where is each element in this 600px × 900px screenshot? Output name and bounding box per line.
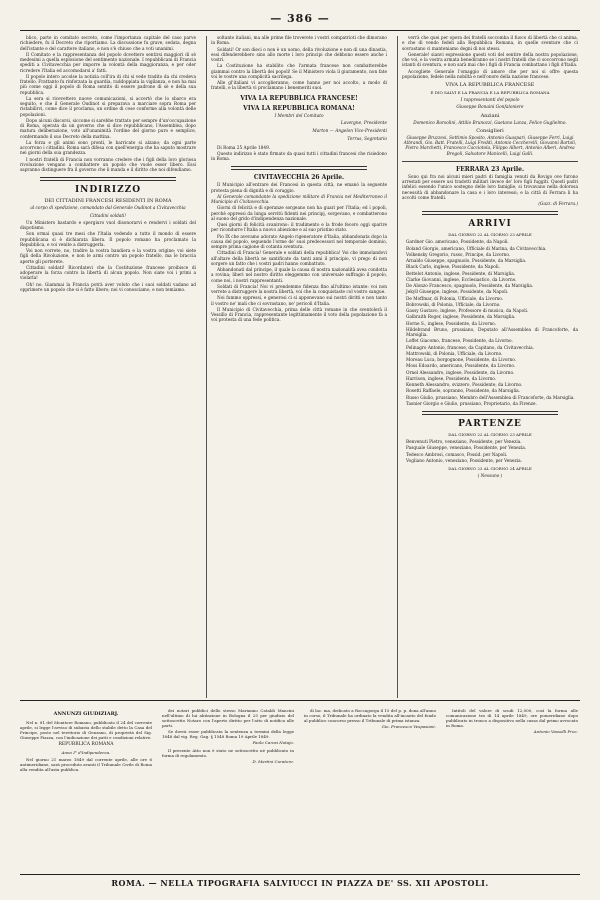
section-subtitle: DAL GIORNO 23 AL GIORNO 24 APRILE [448,466,532,471]
dateline: Di Roma 25 Aprile 1849. [217,145,271,151]
section-title: CIVITAVECCHIA 26 Aprile. [253,174,345,182]
section-subtitle: DAL GIORNO 22 AL GIORNO 23 APRILE [448,432,532,437]
paragraph: Il Comitato e la rappresentanza del popolo dovettero sentirsi maggiori di sè medesimi a quella esplosione del sentimento nazionale. I repubblicani di Francia spediti a Civitavecchia per imporre la volontà della maggioranza, e per oder ricredere l'Italia ed accomodarsi a' fatti. [20,52,196,74]
list-item: Jekyll Giuseppe, inglese, Possidente, da Napoli. [406,290,509,296]
list-item: Clarke Giovanni, inglese, Ecclesiastico, da Livorno. [406,277,517,283]
signature: Terrus, Segretario [347,137,387,143]
arrivals-list [402,240,578,407]
group-title: Consiglieri [476,127,504,134]
list-item: Boland Giorgio, americano, Ufficiale di Marina, da Civitavecchia. [406,246,547,252]
list-item: Horne S., inglese, Possidente, da Livorno. [406,321,497,327]
list-item: Galbraith Roger, inglese, Possidente, da Marsiglia. [406,315,516,321]
paragraph: La Costituzione ha stabilito che l'armata francese non combatterebbe giammai contro la libertà dei popoli! Se il Ministero viola il giuramento, non fate voi le vostre una complicità sacrilega. [211,64,387,80]
announcement-block [162,708,294,767]
page-number: — 386 — [270,12,330,25]
signature-list: Domenico Barsolini, Attilio Brunozzi, Gaetano Lanza, Felice Guglielmo. [413,120,567,126]
section-subtitle: Anno I° d'Indipendenza. [61,750,111,755]
paragraph: Voi non vorrete, no, tradire la vostra bandiera e la vostra origine; voi siete figli della Rivoluzione, e non le armi contro un popolo fratello, ma le braccia aperte gli porterete. [20,249,196,265]
column-2 [211,36,387,325]
page-header [20,12,580,28]
bottom-rule [20,700,580,701]
footer-rule [20,874,580,875]
paragraph: Cittadini soldati! Ricordatevi che la Costituzione francese proibisce di adoperare la forza contro la libertà di alcun popolo. Non siate voi i primi a violarla! [20,265,196,282]
announcement-block [20,708,152,773]
paragraph: dei notari pubblici dello stesso Marianno Cataldi Mancini nell'ultimo di lui abitazione in Bologna il 25 per giudizio del sottoscritto Notaro con l'aperto diritto per l'atto di notifica alle parti. [162,708,294,728]
section-title: FERRARA 23 Aprile. [455,165,525,173]
divider [402,161,578,162]
headline: VIVA LA REPUBBLICA ROMANA! [243,104,355,112]
paragraph: Noi fummo oppressi, e generosi ci si apponevano sui nostri diritti e non tanto il vostro ne' mali che ci sovrastano, ne' pericoli d'Italia. [211,296,387,307]
paragraph: Quei giorni di felicità svanirono: il tradimento e la frode fecero oggi sparire per ricondurre l'Italia a nuovo abiezione e al suo pristino stato. [211,223,387,234]
section-divider [231,166,367,170]
paragraph: I nostri fratelli di Francia non vorranno credere che i figli della loro gloriosa rivoluzione vengano a combattere un popolo che vuole esser libero. Essi sapranno distinguere fra il governo che li manda e il diritto che noi difendiamo. [20,157,196,173]
list-item: Volkensky Gregorio, russo, Principe, da Livorno. [406,252,511,258]
headline: E DIO SALVI E LA FRANCIA E LA REPUBBLICA ROMANA [430,90,550,95]
list-item: Gassy Gustavo, inglese, Professore di musica, da Napoli. [406,309,529,314]
list-item: Arnaldo Giuseppe, spagnuolo, Possidente, da Marsiglia. [406,259,527,264]
list-item: Hildebrand Bruno, prussiano, Deputato all'Assemblea di Francoforte, da Marsiglia. [406,327,578,338]
list-item: Rosetti Raffaele, sopranno, Possidente, da Marsiglia. [406,389,521,395]
section-subtitle: REPUBBLICA ROMANA [58,742,114,747]
no-entries: ( Nessuno ) [477,474,503,479]
list-item: Ornel Alessandro, inglese, Possidente, da Livorno. [406,370,515,376]
paragraph: Il popolo intero accolse la notizia coll'ira di chi si vede tradito da chi credeva fratello. Frattanto fu rinforzata la guardia, raddoppiata la vigilanza, e non ha mai più come oggi il popolo di Roma sentito di essere padrone di sè e della sua repubblica. [20,74,196,96]
paragraph: Abbandonati dal principe, il quale la causa di nostra nazionalità avea condotta a rovina; liberi nel nostro diritto eleggemmo con universale suffragio il popolo, come noi, i nostri rappresentanti. [211,268,387,284]
signature-title: I Membri del Comitato [274,113,324,119]
paragraph: Soldati di Francia! Noi vi prendemmo fidenza fino all'ultimo istante: voi non verrete a distruggere la nostra libertà, voi che la conquistaste col vostro sangue. [211,284,387,295]
signature: Paolo Carosi Notajo. [252,740,294,745]
paragraph: soltanto italiani, ma alle prime file troverete i vostri compatrioti che dimorano in Roma. [211,36,387,47]
section-subtitle: DEI CITTADINI FRANCESI RESIDENTI IN ROMA [44,198,172,205]
list-item: Moss Edoardo, americano, Possidente, da Livorno. [406,364,516,370]
list-item: Moreau Luca, borgognone, Possidente, da Livorno. [406,358,517,363]
paragraph: di lac. ma, dedicato a Roccagorga il 15 del p. p. dona all'anno in corso, il Tribunale ha ordinato la vendita all'incanto del fondo al pubblico concorso presso il Tribunale di prima istanza. [304,708,436,723]
list-item: Pasquale Giuseppe, veneziano, Possidente, per Venezia. [406,446,527,452]
paragraph: Generale! sianvi espressione questi voti del sentire della nostra popolazione, che voi, e la vostra armata benediranno se i nostri fratelli che ci soccorrono negli istanti di sventura, e non sarà mai che i figli di Francia combattano i figli d'Italia. [402,52,578,69]
paragraph: Dopo alcuni discorsi, siccome si sarebbe trattato per sempre d'un'occupazione di Roma, operata da un governo che si dice repubblicano, l'Assemblea, dopo matura deliberazione, votò all'unanimità l'ordine del giorno puro e semplice, confermando il suo Decreto della mattina. [20,118,196,140]
paragraph: Nel giorno 21 marzo 1849 dal corrente aprile, alle ore 6 antimeridiane, sarà proceduto avanti il Tribunale Civile di Roma alla vendita all'asta pubblica. [20,757,152,772]
paragraph: Oh! no. Giammai la Francia potrà aver voluto che i suoi soldati vadano ad opprimere un popolo che si è fatto libero; noi vi conosciamo, e non temiamo. [20,282,196,293]
section-title: ARRIVI [468,219,512,230]
section-title: ANNUNZI GIUDIZIARJ. [53,711,119,717]
paragraph: Sono qui fra noi alcuni mieri padri di famiglia venuti da Rovigo ove furono arrestati per essere usi tradotti militari invece de' loro figli fuggiti. Questi padri infelici essendo l'unico sostegno delle loro famiglie, si trovavano nella dolorosa necessità di abbandonare la casa e i loro interessi; e la città di Ferrara li ha accolti come fratelli. [402,174,578,201]
list-item: Gardner Gio. americano, Possidente, da Napoli. [406,240,509,246]
signature: Giuseppe Bonaini Gonfaloniere [456,105,524,111]
section-divider [422,411,558,415]
list-item: Pelinagro Antonio, francese, da Capitano, da Civitavecchia. [406,345,535,351]
announcement-block [446,708,578,737]
announcement-block [304,708,436,732]
paragraph: Giorni di felicità e di speranze sorgeano non ha guari per l'Italia; ed i popoli, perchè oppressi da lunga servitù fidenti nei principj, sorgevano, e combatterono al suono del grido d'indipendenza nazionale. [211,206,387,222]
column-3 [402,36,578,481]
paragraph: Son ormai quasi tre mesi che l'Italia vedendo a tutto il mondo di essere repubblicana si è dichiarata libera. Il popolo romano ha proclamato la Repubblica, e voi venite a distruggerla. [20,232,196,248]
imprint-footer: ROMA. — NELLA TIPOGRAFIA SALVIUCCI IN PIAZZA DE' SS. XII APOSTOLI. [111,878,489,888]
list-item: De Alonzo Francesco, spagnuolo, Possidente, da Marsiglia. [406,284,534,289]
paragraph: Accogliete Generale l'omaggio di amore che per noi si offre questa popolazione, fedele nella nobiltà e nell'onore della nazione francese. [402,69,578,80]
paragraph: Un Ministero bastardo e spergiuro vuol disonorarvi e rendervi i soldati del dispotismo. [20,220,196,231]
signature: Gio. Francesco Vespasiani. [381,724,436,729]
list-item: Tedesco Ambrosi, comasco, Possid. per Napoli. [406,452,508,458]
paragraph: Intitoli del valore di scudi 12,000, così la forma alle comunicazione tra di 14 aprile 1849, ore pomeridiane dopo pubblicato in tronco a dispositivo nella cassa dal primo avvocato in Roma. [446,708,578,728]
section-subtitle: al corpo di spedizione, comandato dal Generale Oudinot a Civitavecchia [30,206,186,212]
group-title: Anziani [480,112,500,119]
paragraph: Al Generale comandante la spedizione militare di Francia nel Mediterraneo il Municipio di Civitavecchia. [211,194,387,205]
paragraph: Alle gl'italiani vi accoglieranno, come hanno per noi accolto, a modo di fratelli, e la libertà vi proclamano i benemeriti suoi. [211,81,387,92]
section-divider [40,177,176,181]
departures-list [402,440,578,464]
newspaper-page [20,12,580,892]
section-title: PARTENZE [458,419,522,429]
signature-title: I rappresentanti del popolo [460,98,520,103]
section-divider [422,211,558,215]
signature: Antonio Vassolli Proc. [533,729,578,734]
paragraph: Il Municipio all'entrare dei Francesi in questa città, ne emanò la seguente protesta piena di dignità e di coraggio. [211,183,387,194]
column-divider [206,36,207,698]
header-rule [20,30,580,31]
list-item: Russo Giulio, prussiano, Membro dell'Assemblea di Francoforte, da Marsiglia. [406,395,575,401]
signature: D. Martini Curatore. [252,759,294,764]
paragraph: blico, parte in comitato secreto, come l'importanza capitale del caso parve richiedere, fu il Decreto che riportiamo. La discussione fu grave, sedata, degna dell'istante e del carattere italiano, e non s'è chiuso che a voti unanimi. [20,36,196,52]
list-item: Black Carlo, inglese, Possidente, da Napoli. [406,265,500,271]
source-credit: (Gazz. di Ferrara.) [538,202,578,207]
column-divider [397,36,398,698]
list-item: Kenneth Alessandro, svizzero, Possidente, da Livorno. [406,383,523,388]
paragraph: La sera si ricevettero nuove comunicazioni, si accertò che lo sbarco era seguito, e che il Generale Oudinot si preparava a marciare sopra Roma per ristabilirvi, come dice il proclama, un ordine di cose conforme alla volontà delle popolazioni. [20,96,196,118]
paragraph: Cittadini di Francia! Generale e soldati della repubblica! Voi che immolandovi all'altare della libertà ne santificate da tanti anni il principio, vi prego di non sorgere un fatto che i vostri padri hanno combattuto. [211,251,387,267]
paragraph: Il presente Atto non è stato ne sottoscritto né pubblicato in forma di regolamento. [162,748,294,758]
list-item: Tasnier Giorgio e Giulio, prussiano, Proprietario, da Firenze. [406,401,537,407]
paragraph: Il Municipio di Civitavecchia, prima delle città romane in che sventolerà il Vessillo di Francia, rappresentante legittimamente il voto della popolazione fa a voi protesta di una fede politica. [211,307,387,324]
greeting: Cittadini soldati! [89,213,127,219]
section-subtitle: DAL GIORNO 22 AL GIORNO 23 APRILE [448,232,532,238]
paragraph: Se dovrà esser pubblicata la sentenza a termini della legge 1848 dal vig. Reg. Gag. § 1548 Roma 19 Aprile 1849. [162,729,294,739]
list-item: Loffet Giacomo, francese, Possidente, da Livorno. [406,339,513,345]
headline: VIVA LA REPUBBLICA FRANCESE! [240,94,358,102]
paragraph: Nel n. 81 del Monitore Romano, pubblicato il 24 del corrente aprile, si legge l'avviso di subasta dello stabile detto la Casa del Principe, posto nel territorio di Genzano, di proprietà del Sig. Giuseppe Piazza, con l'indicazione dei patti e condizioni relative. [20,720,152,740]
list-item: Harrison, inglese, Possidente, da Livorno. [406,376,497,382]
paragraph: La forza e gli animi sono pronti, le barricate si alzano; da ogni parte accorrono i cittadini. Roma sarà difesa con quell'energia che ha saputo mostrare nei giorni della sua grandezza. [20,140,196,157]
signature: Lavergne, Presidente [340,120,387,126]
signature-list: Giuseppe Bruzzesi, Settimio Sposito, Antonio Guaspari, Giuseppe Ferri, Luigi Albrandi, Gio. Batt. Fratelli, Luigi Freddi, Antonio Ceccherelli, Giovanni Bartoli, Pietro Marchetti, Francesco Cacciotola, Filippo Albert, Antonio Alberi, Andrea Bregoli, Salvatore Manicelli, Luigi Galli. [403,135,577,157]
column-1 [20,36,196,294]
signature: Marton — Angelon Vice-Presidenti [312,129,387,134]
list-item: Bobrowski, di Polonia, Ufficiale, da Livorno. [406,302,501,308]
paragraph: Questo indirizzo è stato firmato da quasi tutti i cittadini francesi che risiedono in Roma. [211,151,387,162]
list-item: Benvenuti Pietro, veneziano, Possidente, per Venezia. [406,440,522,445]
list-item: Mattrowski, di Polonia, Ufficiale, da Livorno. [406,351,503,357]
paragraph: Soldati! Or son dieci o non è un uomo, della rivoluzione e non di una dinastia, essi difenderebbero sino allo morte i loro principi che debbono essere anche i vostri. [211,47,387,63]
headline: VIVA LA REPUBBLICA FRANCESE [445,82,535,88]
list-item: Bettelot Antonio, inglese, Possidente, di Marsiglia. [406,271,516,277]
list-item: De Moffmar, di Polonia, Ufficiale, da Livorno. [406,296,504,302]
paragraph: Pio IX che avevamo adorato Angelo rigeneratore d'Italia, abbandonata dopo la causa del popolo, seguendo l'orme de' suoi predecessori nel temporale dominio, sempre prima cagione di cotanta sventura. [211,234,387,250]
list-item: Vogliano Antonio, veneziano, Possidente, per Venezia. [406,458,522,464]
paragraph: verrà che quei per opera dei fratelli soccomba il fuoco di libertà che ci anima, e che di vendo fedeli alla Repubblica Romana, in quelle sventure che ci sovrastano ci manteniamo degni di noi stessi. [402,36,578,52]
section-title: INDIRIZZO [74,185,142,196]
